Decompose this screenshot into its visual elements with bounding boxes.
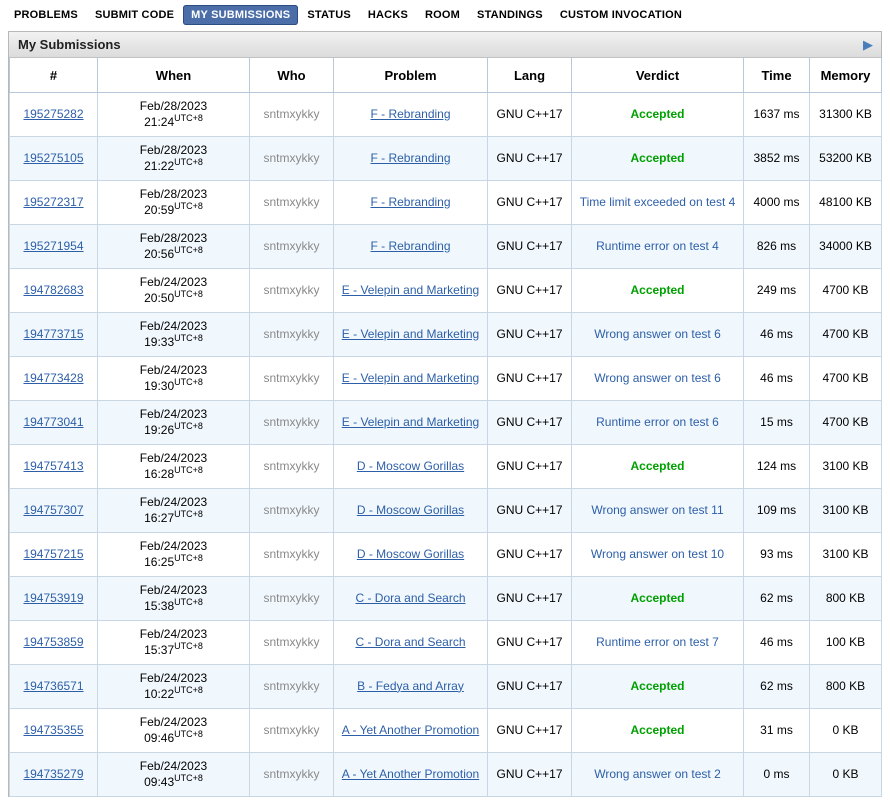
execution-time-cell: 826 ms — [744, 225, 810, 269]
submission-time-cell — [98, 753, 250, 797]
problem-link[interactable]: C - Dora and Search — [355, 590, 466, 605]
problem-cell — [334, 577, 488, 621]
submission-clock-time: 16:27 — [144, 511, 175, 525]
nav-item-submit-code[interactable]: SUBMIT CODE — [94, 9, 175, 21]
language-cell — [488, 753, 572, 797]
author-handle[interactable]: sntmxykky — [263, 635, 320, 649]
submission-clock-time: 20:50 — [144, 291, 175, 305]
verdict-label[interactable]: Accepted — [630, 591, 685, 605]
author-cell — [250, 269, 334, 313]
execution-time-cell: 3852 ms — [744, 137, 810, 181]
execution-time-cell: 31 ms — [744, 709, 810, 753]
submission-date: Feb/24/2023 — [139, 671, 208, 685]
language-label: GNU C++17 — [496, 327, 563, 341]
timezone-label: UTC+8 — [174, 245, 203, 255]
table-row — [10, 401, 882, 445]
author-cell — [250, 621, 334, 665]
submission-date: Feb/24/2023 — [139, 759, 208, 773]
problem-cell — [334, 489, 488, 533]
column-header-memory: Memory — [810, 58, 882, 93]
memory-cell: 4700 KB — [810, 401, 882, 445]
author-handle[interactable]: sntmxykky — [263, 547, 320, 561]
problem-link[interactable]: E - Velepin and Marketing — [341, 370, 480, 385]
timezone-label: UTC+8 — [174, 333, 203, 343]
execution-time-cell: 249 ms — [744, 269, 810, 313]
language-label: GNU C++17 — [496, 503, 563, 517]
submission-clock-time: 20:59 — [144, 203, 175, 217]
verdict-cell — [572, 181, 744, 225]
language-label: GNU C++17 — [496, 547, 563, 561]
language-cell — [488, 445, 572, 489]
table-row — [10, 489, 882, 533]
table-row — [10, 269, 882, 313]
problem-cell — [334, 313, 488, 357]
nav-item-status[interactable]: STATUS — [307, 9, 351, 21]
submission-clock-time: 10:22 — [144, 687, 175, 701]
submission-time-cell — [98, 489, 250, 533]
problem-cell — [334, 445, 488, 489]
language-cell — [488, 225, 572, 269]
table-row — [10, 621, 882, 665]
verdict-cell — [572, 225, 744, 269]
submission-id-link[interactable]: 194735355 — [23, 723, 84, 737]
submission-id-link[interactable]: 194753919 — [23, 591, 84, 605]
verdict-label[interactable]: Runtime error on test 4 — [596, 239, 719, 253]
table-row — [10, 225, 882, 269]
timezone-label: UTC+8 — [174, 377, 203, 387]
verdict-label[interactable]: Wrong answer on test 11 — [591, 503, 724, 517]
language-label: GNU C++17 — [496, 767, 563, 781]
submission-id-link[interactable]: 194757413 — [23, 459, 84, 473]
language-label: GNU C++17 — [496, 151, 563, 165]
verdict-label[interactable]: Time limit exceeded on test 4 — [579, 195, 736, 209]
problem-link[interactable]: A - Yet Another Promotion — [341, 722, 480, 737]
author-cell — [250, 357, 334, 401]
verdict-cell — [572, 577, 744, 621]
submission-clock-time: 19:30 — [144, 379, 175, 393]
problem-link[interactable]: C - Dora and Search — [355, 634, 466, 649]
language-cell — [488, 665, 572, 709]
verdict-cell — [572, 489, 744, 533]
language-label: GNU C++17 — [496, 107, 563, 121]
column-header-verdict: Verdict — [572, 58, 744, 93]
problem-cell — [334, 621, 488, 665]
verdict-cell — [572, 313, 744, 357]
problem-link[interactable]: E - Velepin and Marketing — [341, 282, 480, 297]
author-handle[interactable]: sntmxykky — [263, 283, 320, 297]
submission-id-link[interactable]: 195272317 — [23, 195, 84, 209]
submission-date: Feb/24/2023 — [139, 319, 208, 333]
table-row — [10, 357, 882, 401]
submission-time-cell — [98, 445, 250, 489]
execution-time-cell: 15 ms — [744, 401, 810, 445]
timezone-label: UTC+8 — [174, 201, 203, 211]
author-handle[interactable]: sntmxykky — [263, 195, 320, 209]
execution-time-cell: 62 ms — [744, 665, 810, 709]
problem-link[interactable]: D - Moscow Gorillas — [356, 546, 465, 561]
problem-cell — [334, 93, 488, 137]
timezone-label: UTC+8 — [174, 773, 203, 783]
execution-time-cell: 93 ms — [744, 533, 810, 577]
language-cell — [488, 489, 572, 533]
submission-clock-time: 15:37 — [144, 643, 175, 657]
submission-id-cell — [10, 181, 98, 225]
table-row — [10, 93, 882, 137]
verdict-label[interactable]: Wrong answer on test 6 — [594, 371, 721, 385]
verdict-label[interactable]: Wrong answer on test 10 — [590, 547, 725, 561]
submission-id-cell — [10, 93, 98, 137]
submission-id-link[interactable]: 194736571 — [23, 679, 84, 693]
submission-time-cell — [98, 225, 250, 269]
verdict-label[interactable]: Accepted — [630, 107, 685, 121]
submission-date: Feb/24/2023 — [139, 451, 208, 465]
memory-cell: 31300 KB — [810, 93, 882, 137]
memory-cell: 800 KB — [810, 577, 882, 621]
timezone-label: UTC+8 — [174, 509, 203, 519]
verdict-cell — [572, 709, 744, 753]
table-header-row — [10, 58, 882, 93]
submission-id-link[interactable]: 194753859 — [23, 635, 84, 649]
submission-time-cell — [98, 665, 250, 709]
author-handle[interactable]: sntmxykky — [263, 591, 320, 605]
author-handle[interactable]: sntmxykky — [263, 107, 320, 121]
submission-id-cell — [10, 489, 98, 533]
memory-cell: 3100 KB — [810, 533, 882, 577]
submission-time-cell — [98, 181, 250, 225]
memory-cell: 0 KB — [810, 753, 882, 797]
language-label: GNU C++17 — [496, 415, 563, 429]
submission-id-cell — [10, 313, 98, 357]
submission-id-link[interactable]: 194782683 — [23, 283, 84, 297]
memory-cell: 3100 KB — [810, 489, 882, 533]
problem-cell — [334, 225, 488, 269]
execution-time-cell: 109 ms — [744, 489, 810, 533]
submission-id-cell — [10, 225, 98, 269]
submission-id-link[interactable]: 194773041 — [23, 415, 84, 429]
submission-id-cell — [10, 709, 98, 753]
language-cell — [488, 313, 572, 357]
memory-cell: 48100 KB — [810, 181, 882, 225]
nav-item-hacks[interactable]: HACKS — [367, 9, 409, 21]
problem-link[interactable]: E - Velepin and Marketing — [341, 414, 480, 429]
problem-cell — [334, 269, 488, 313]
submission-time-cell — [98, 533, 250, 577]
author-cell — [250, 533, 334, 577]
verdict-cell — [572, 665, 744, 709]
author-handle[interactable]: sntmxykky — [263, 239, 320, 253]
verdict-cell — [572, 401, 744, 445]
memory-cell: 800 KB — [810, 665, 882, 709]
memory-cell: 53200 KB — [810, 137, 882, 181]
author-handle[interactable]: sntmxykky — [263, 151, 320, 165]
table-row — [10, 753, 882, 797]
submission-clock-time: 09:43 — [144, 775, 175, 789]
table-row — [10, 577, 882, 621]
memory-cell: 100 KB — [810, 621, 882, 665]
page-title: My Submissions — [18, 37, 121, 52]
language-cell — [488, 401, 572, 445]
submission-time-cell — [98, 93, 250, 137]
timezone-label: UTC+8 — [174, 289, 203, 299]
author-cell — [250, 313, 334, 357]
submission-date: Feb/28/2023 — [139, 99, 208, 113]
nav-item-standings[interactable]: STANDINGS — [477, 9, 543, 21]
author-handle[interactable]: sntmxykky — [263, 723, 320, 737]
panel-header — [9, 32, 881, 58]
language-cell — [488, 709, 572, 753]
submission-id-link[interactable]: 194757307 — [23, 503, 84, 517]
verdict-cell — [572, 137, 744, 181]
submission-date: Feb/24/2023 — [139, 495, 208, 509]
verdict-cell — [572, 357, 744, 401]
submission-date: Feb/24/2023 — [139, 627, 208, 641]
column-header-problem: Problem — [334, 58, 488, 93]
submission-clock-time: 20:56 — [144, 247, 175, 261]
verdict-label[interactable]: Accepted — [630, 151, 685, 165]
author-cell — [250, 401, 334, 445]
submission-id-link[interactable]: 194757215 — [23, 547, 84, 561]
problem-cell — [334, 137, 488, 181]
nav-item-problems[interactable]: PROBLEMS — [14, 9, 78, 21]
submission-date: Feb/24/2023 — [139, 275, 208, 289]
main-navigation — [0, 0, 890, 31]
verdict-cell — [572, 533, 744, 577]
submission-time-cell — [98, 313, 250, 357]
column-header-time: Time — [744, 58, 810, 93]
timezone-label: UTC+8 — [174, 465, 203, 475]
verdict-cell — [572, 445, 744, 489]
author-handle[interactable]: sntmxykky — [263, 327, 320, 341]
submission-id-link[interactable]: 195275282 — [23, 107, 84, 121]
author-cell — [250, 709, 334, 753]
submission-time-cell — [98, 577, 250, 621]
language-label: GNU C++17 — [496, 635, 563, 649]
submission-id-cell — [10, 269, 98, 313]
author-cell — [250, 445, 334, 489]
submission-date: Feb/24/2023 — [139, 715, 208, 729]
memory-cell: 3100 KB — [810, 445, 882, 489]
submission-date: Feb/24/2023 — [139, 363, 208, 377]
nav-item-custom-invocation[interactable]: CUSTOM INVOCATION — [559, 9, 682, 21]
memory-cell: 4700 KB — [810, 269, 882, 313]
verdict-cell — [572, 269, 744, 313]
submission-date: Feb/28/2023 — [139, 143, 208, 157]
execution-time-cell: 46 ms — [744, 313, 810, 357]
verdict-label[interactable]: Runtime error on test 6 — [596, 415, 719, 429]
verdict-cell — [572, 621, 744, 665]
execution-time-cell: 1637 ms — [744, 93, 810, 137]
problem-cell — [334, 665, 488, 709]
language-label: GNU C++17 — [496, 459, 563, 473]
language-cell — [488, 269, 572, 313]
submission-clock-time: 09:46 — [144, 731, 175, 745]
table-row — [10, 313, 882, 357]
submission-clock-time: 19:26 — [144, 423, 175, 437]
verdict-label[interactable]: Accepted — [630, 679, 685, 693]
problem-link[interactable]: D - Moscow Gorillas — [356, 458, 465, 473]
submission-clock-time: 16:28 — [144, 467, 175, 481]
memory-cell: 4700 KB — [810, 313, 882, 357]
nav-item-room[interactable]: ROOM — [425, 9, 461, 21]
problem-cell — [334, 401, 488, 445]
submission-time-cell — [98, 401, 250, 445]
submission-date: Feb/24/2023 — [139, 583, 208, 597]
language-label: GNU C++17 — [496, 723, 563, 737]
execution-time-cell: 4000 ms — [744, 181, 810, 225]
author-cell — [250, 489, 334, 533]
memory-cell: 34000 KB — [810, 225, 882, 269]
timezone-label: UTC+8 — [174, 641, 203, 651]
author-handle[interactable]: sntmxykky — [263, 415, 320, 429]
problem-cell — [334, 709, 488, 753]
submission-time-cell — [98, 621, 250, 665]
language-cell — [488, 533, 572, 577]
language-cell — [488, 621, 572, 665]
submission-id-cell — [10, 753, 98, 797]
problem-link[interactable]: F - Rebranding — [370, 150, 451, 165]
author-cell — [250, 181, 334, 225]
language-label: GNU C++17 — [496, 283, 563, 297]
submission-id-cell — [10, 665, 98, 709]
problem-link[interactable]: D - Moscow Gorillas — [356, 502, 465, 517]
language-cell — [488, 577, 572, 621]
execution-time-cell: 46 ms — [744, 357, 810, 401]
author-handle[interactable]: sntmxykky — [263, 459, 320, 473]
chevron-right-icon[interactable]: ▶ — [863, 37, 873, 52]
problem-link[interactable]: F - Rebranding — [370, 106, 451, 121]
problem-link[interactable]: F - Rebranding — [370, 194, 451, 209]
submission-id-cell — [10, 621, 98, 665]
language-cell — [488, 137, 572, 181]
verdict-label[interactable]: Accepted — [630, 459, 685, 473]
language-label: GNU C++17 — [496, 195, 563, 209]
table-row — [10, 181, 882, 225]
problem-cell — [334, 357, 488, 401]
language-cell — [488, 93, 572, 137]
verdict-label[interactable]: Runtime error on test 7 — [596, 635, 719, 649]
execution-time-cell: 62 ms — [744, 577, 810, 621]
table-row — [10, 533, 882, 577]
problem-cell — [334, 181, 488, 225]
submission-id-cell — [10, 533, 98, 577]
submission-id-cell — [10, 137, 98, 181]
timezone-label: UTC+8 — [174, 597, 203, 607]
submission-time-cell — [98, 709, 250, 753]
submission-clock-time: 21:22 — [144, 159, 175, 173]
author-cell — [250, 137, 334, 181]
table-row — [10, 137, 882, 181]
problem-cell — [334, 533, 488, 577]
table-row — [10, 445, 882, 489]
submission-id-cell — [10, 357, 98, 401]
submission-id-link[interactable]: 194773428 — [23, 371, 84, 385]
verdict-label[interactable]: Wrong answer on test 6 — [594, 327, 721, 341]
submission-id-link[interactable]: 195271954 — [23, 239, 84, 253]
author-handle[interactable]: sntmxykky — [263, 503, 320, 517]
execution-time-cell: 124 ms — [744, 445, 810, 489]
timezone-label: UTC+8 — [174, 729, 203, 739]
submission-date: Feb/24/2023 — [139, 407, 208, 421]
submission-time-cell — [98, 269, 250, 313]
my-submissions-panel — [8, 31, 882, 797]
author-cell — [250, 753, 334, 797]
submission-time-cell — [98, 137, 250, 181]
verdict-label[interactable]: Wrong answer on test 2 — [594, 767, 721, 781]
submission-clock-time: 16:25 — [144, 555, 175, 569]
author-handle[interactable]: sntmxykky — [263, 767, 320, 781]
submission-time-cell — [98, 357, 250, 401]
problem-link[interactable]: B - Fedya and Array — [357, 678, 464, 693]
timezone-label: UTC+8 — [174, 421, 203, 431]
table-row — [10, 665, 882, 709]
verdict-cell — [572, 93, 744, 137]
table-body — [10, 93, 882, 797]
problem-link[interactable]: E - Velepin and Marketing — [341, 326, 480, 341]
verdict-cell — [572, 753, 744, 797]
submission-clock-time: 15:38 — [144, 599, 175, 613]
column-header-lang: Lang — [488, 58, 572, 93]
author-cell — [250, 93, 334, 137]
language-label: GNU C++17 — [496, 679, 563, 693]
submission-date: Feb/28/2023 — [139, 187, 208, 201]
language-label: GNU C++17 — [496, 591, 563, 605]
submission-id-cell — [10, 445, 98, 489]
language-cell — [488, 181, 572, 225]
author-handle[interactable]: sntmxykky — [263, 679, 320, 693]
author-handle[interactable]: sntmxykky — [263, 371, 320, 385]
column-header-who: Who — [250, 58, 334, 93]
submission-id-link[interactable]: 194773715 — [23, 327, 84, 341]
submission-clock-time: 21:24 — [144, 115, 175, 129]
verdict-label[interactable]: Accepted — [630, 723, 685, 737]
author-cell — [250, 577, 334, 621]
execution-time-cell: 0 ms — [744, 753, 810, 797]
memory-cell: 4700 KB — [810, 357, 882, 401]
submission-id-link[interactable]: 195275105 — [23, 151, 84, 165]
submissions-table — [9, 58, 882, 797]
language-label: GNU C++17 — [496, 239, 563, 253]
memory-cell: 0 KB — [810, 709, 882, 753]
timezone-label: UTC+8 — [174, 553, 203, 563]
problem-link[interactable]: A - Yet Another Promotion — [341, 766, 480, 781]
author-cell — [250, 665, 334, 709]
submission-id-cell — [10, 401, 98, 445]
execution-time-cell: 46 ms — [744, 621, 810, 665]
submission-id-cell — [10, 577, 98, 621]
language-label: GNU C++17 — [496, 371, 563, 385]
nav-item-my-submissions[interactable]: MY SUBMISSIONS — [183, 5, 298, 25]
submission-clock-time: 19:33 — [144, 335, 175, 349]
submission-id-link[interactable]: 194735279 — [23, 767, 84, 781]
verdict-label[interactable]: Accepted — [630, 283, 685, 297]
language-cell — [488, 357, 572, 401]
timezone-label: UTC+8 — [174, 685, 203, 695]
column-header-when: When — [98, 58, 250, 93]
column-header-: # — [10, 58, 98, 93]
timezone-label: UTC+8 — [174, 113, 203, 123]
submission-date: Feb/28/2023 — [139, 231, 208, 245]
problem-link[interactable]: F - Rebranding — [370, 238, 451, 253]
author-cell — [250, 225, 334, 269]
problem-cell — [334, 753, 488, 797]
table-row — [10, 709, 882, 753]
submission-date: Feb/24/2023 — [139, 539, 208, 553]
timezone-label: UTC+8 — [174, 157, 203, 167]
